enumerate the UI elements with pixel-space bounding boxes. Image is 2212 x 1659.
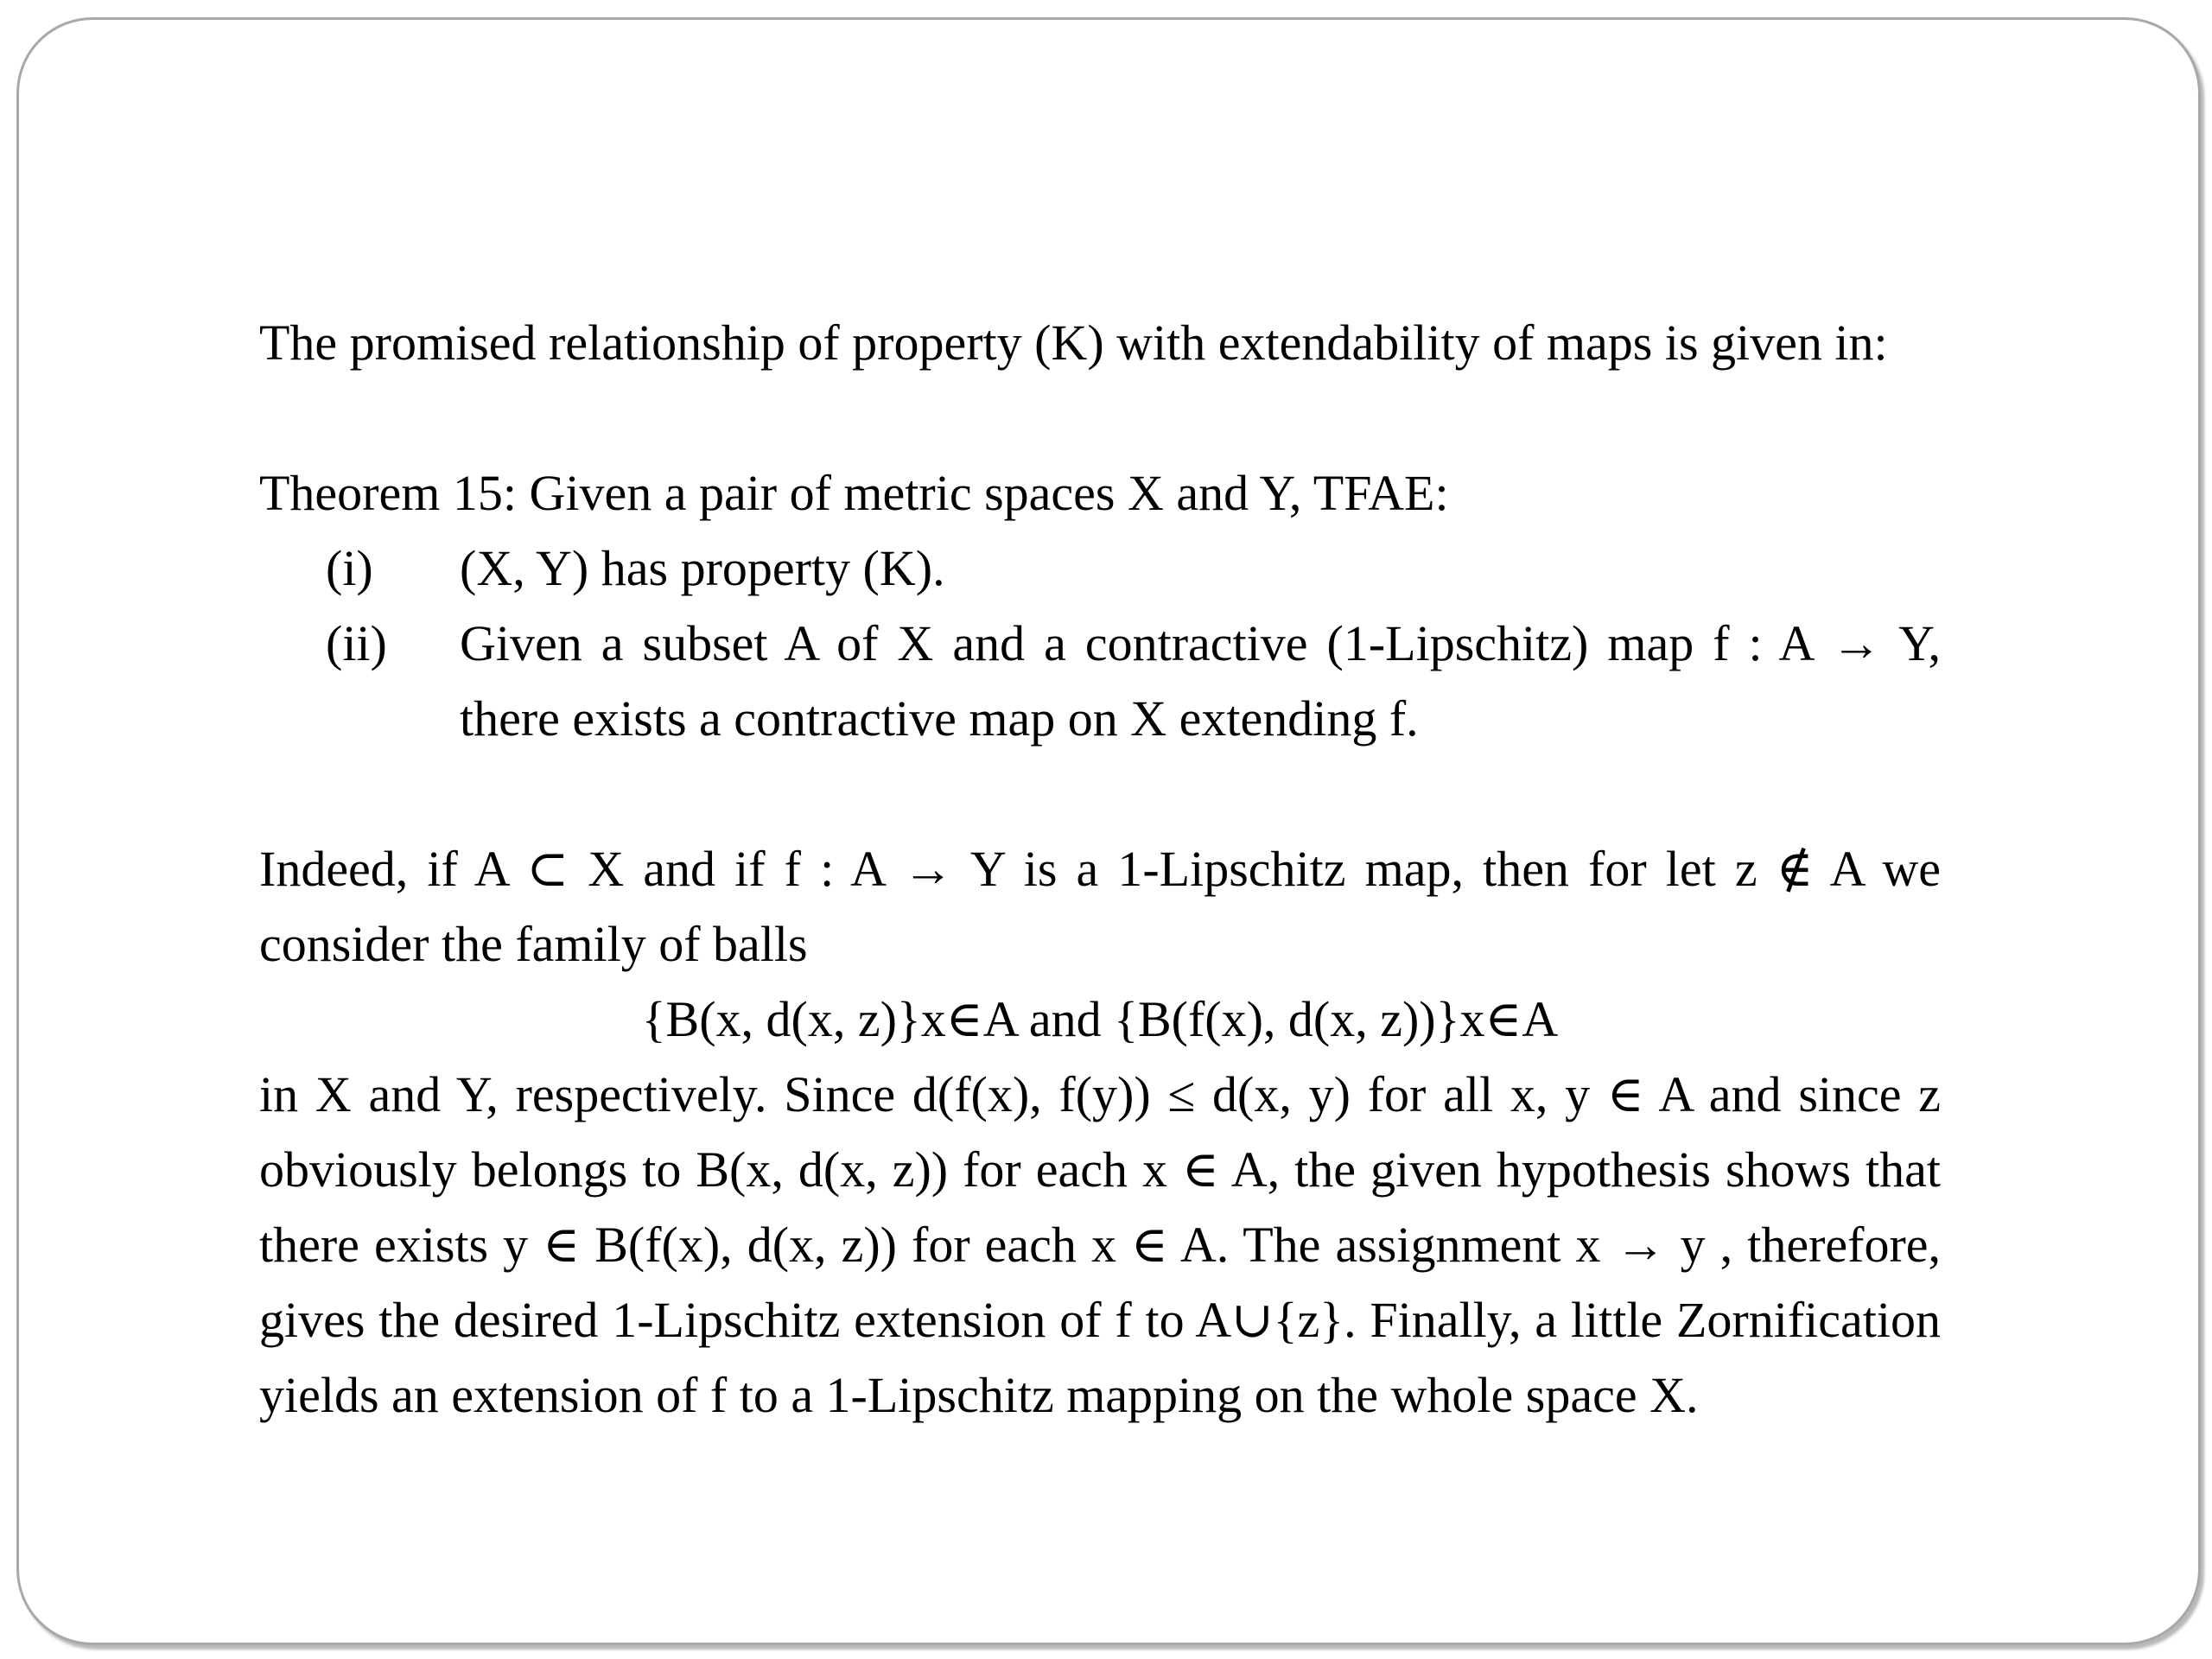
item-text: (X, Y) has property (K). [460, 540, 945, 596]
item-number: (i) [326, 540, 373, 596]
item-number: (ii) [326, 615, 387, 671]
proof-body: in X and Y, respectively. Since d(f(x), f(y)) ≤ d(x, y) for all x, y ∈ A and since z obviously belongs to B(x, d(x, z)) for each x ∈ A, the given hypothesis shows that there exists y ∈ B(f(x), d(x, z)) for each x ∈ A. The assignment x → y , therefore, gives the desired 1-Lipschitz extension of f to A∪{z}. Finally, a little Zornification yields an extension of f to a 1-Lipschitz mapping on the whole space X. [259, 1066, 1941, 1423]
spacer [259, 756, 1941, 831]
slide-frame [16, 17, 2201, 1645]
theorem-item-ii [259, 606, 1941, 756]
item-text: Given a subset A of X and a contractive (1-Lipschitz) map f : A → Y, there exists a contractive map on X extending f. [460, 615, 1941, 747]
proof-opening: Indeed, if A ⊂ X and if f : A → Y is a 1-Lipschitz map, then for let z ∉ A we consider the family of balls [259, 841, 1941, 972]
intro-paragraph: The promised relationship of property (K) with extendability of maps is given in: [259, 315, 1888, 371]
spacer [259, 380, 1941, 455]
theorem-heading: Theorem 15: Given a pair of metric spaces X and Y, TFAE: [259, 465, 1449, 521]
theorem-item-i [259, 531, 1941, 606]
balls-formula: {B(x, d(x, z)}x∈A and {B(f(x), d(x, z))}x∈A [641, 991, 1559, 1047]
slide-content [259, 305, 1941, 1433]
